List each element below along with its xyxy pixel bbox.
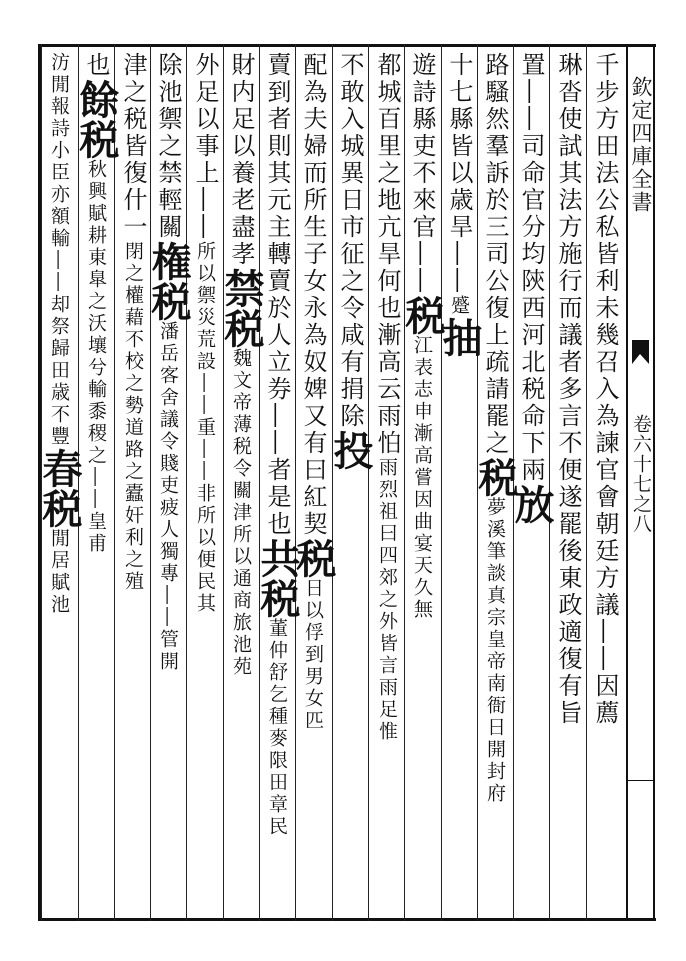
text-column (436, 52, 483, 917)
column-text: 董仲舒乞種麥限田章民 (266, 618, 288, 838)
column-text: 閒居賦池 (48, 528, 70, 616)
text-column (588, 52, 621, 917)
column-rule-line (441, 44, 442, 921)
column-text: 津之税皆復什一 (119, 52, 147, 241)
entry-headword: 抽 (436, 317, 483, 357)
column-rule-line (586, 44, 587, 921)
text-column (551, 52, 584, 917)
column-rule-line (41, 44, 42, 921)
column-text: 所以禦災荒設――重――非所以便民其 (194, 241, 216, 615)
column-rule-line (549, 44, 550, 921)
column-text: 也 (82, 52, 110, 79)
column-text: 置――司命官分均陝西河北税命下兩 (517, 52, 545, 484)
column-rule-line (295, 44, 296, 921)
column-text: 千步方田法公私皆利未幾召入為諫官會朝廷方議――因薦 (591, 52, 619, 727)
column-text: 皇甫 (85, 511, 107, 555)
text-column (399, 52, 446, 917)
column-rule-line (477, 44, 478, 921)
entry-headword: 税 (472, 457, 519, 497)
column-text: 雨烈祖曰四郊之外皆言雨足惟 (376, 457, 398, 743)
text-column (116, 52, 149, 917)
entry-headword: 禁税 (218, 268, 265, 348)
text-column (188, 52, 221, 917)
text-column (472, 52, 519, 917)
fishtail-mark-icon (632, 340, 649, 364)
column-text: 夢溪筆談真宗皇帝南衙日開封府 (484, 497, 506, 805)
text-column (254, 52, 301, 917)
border-top-line (38, 44, 656, 47)
text-column (290, 52, 337, 917)
margin-tick-line (628, 780, 653, 781)
column-rule-line (332, 44, 333, 921)
column-rule-line (404, 44, 405, 921)
column-text: 十七縣皆以歳旱―― (445, 52, 473, 295)
entry-headword: 餘税 (73, 79, 120, 159)
column-rule-line (368, 44, 369, 921)
column-text: 不敢入城異日市征之令咸有捐除 (336, 52, 364, 430)
entry-headword: 投 (327, 430, 374, 470)
entry-headword: 春税 (36, 448, 83, 528)
column-text: 蹙 (448, 295, 470, 317)
column-text: 閉之權藉不校之勢道路之蠹奸利之殖 (122, 241, 144, 593)
entry-headword: 税 (290, 538, 337, 578)
column-text: 都城百里之地亢旱何也漸高云雨怕 (373, 52, 401, 457)
column-text: 路騷然羣訴於三司公復上疏請罷之 (481, 52, 509, 457)
text-column (370, 52, 403, 917)
column-rule-line (114, 44, 115, 921)
entry-headword: 放 (508, 484, 555, 524)
text-column (145, 52, 192, 917)
book-title: 欽定四庫全書 (629, 76, 653, 214)
border-bottom-line (38, 918, 656, 921)
column-text: 魏文帝薄税令關津所以通商旅池苑 (230, 348, 252, 678)
border-right-line (653, 44, 655, 921)
entry-headword: 権税 (145, 241, 192, 321)
column-text: 琳沓使試其法方施行而議者多言不便遂罷後東政適復有旨 (554, 52, 582, 727)
column-text: 外足以事上―― (191, 52, 219, 241)
text-column (36, 52, 83, 917)
column-text: 汸閒報詩小臣亦額輸――却祭歸田歳不豐 (48, 52, 70, 448)
column-text: 江表志申漸高嘗因曲宴天久無 (411, 335, 433, 621)
text-column (73, 52, 120, 917)
entry-headword: 税 (399, 295, 446, 335)
column-rule-line (223, 44, 224, 921)
column-rule-line (150, 44, 151, 921)
column-text: 財内足以養老盡孝 (227, 52, 255, 268)
column-text: 潘岳客舍議令賤吏疲人獨專――管開 (157, 321, 179, 673)
column-rule-line (186, 44, 187, 921)
column-text: 秋興賦耕東臯之沃壤兮輸黍稷之―― (85, 159, 107, 511)
column-rule-line (259, 44, 260, 921)
entry-headword: 共税 (254, 538, 301, 618)
page-margin-strip (628, 46, 653, 918)
column-text: 日以俘到男女匹 (302, 578, 324, 732)
text-column (327, 52, 374, 917)
column-text: 配為夫婦而所生子女永為奴婢又有曰紅契 (299, 52, 327, 538)
column-text: 遊詩縣吏不來官―― (408, 52, 436, 295)
column-text: 賣到者則其元主轉賣於人立券――者是也 (263, 52, 291, 538)
text-column (508, 52, 555, 917)
column-text: 除池禦之禁輕關 (154, 52, 182, 241)
volume-label: 卷六十七之八 (630, 414, 652, 534)
text-column (218, 52, 265, 917)
